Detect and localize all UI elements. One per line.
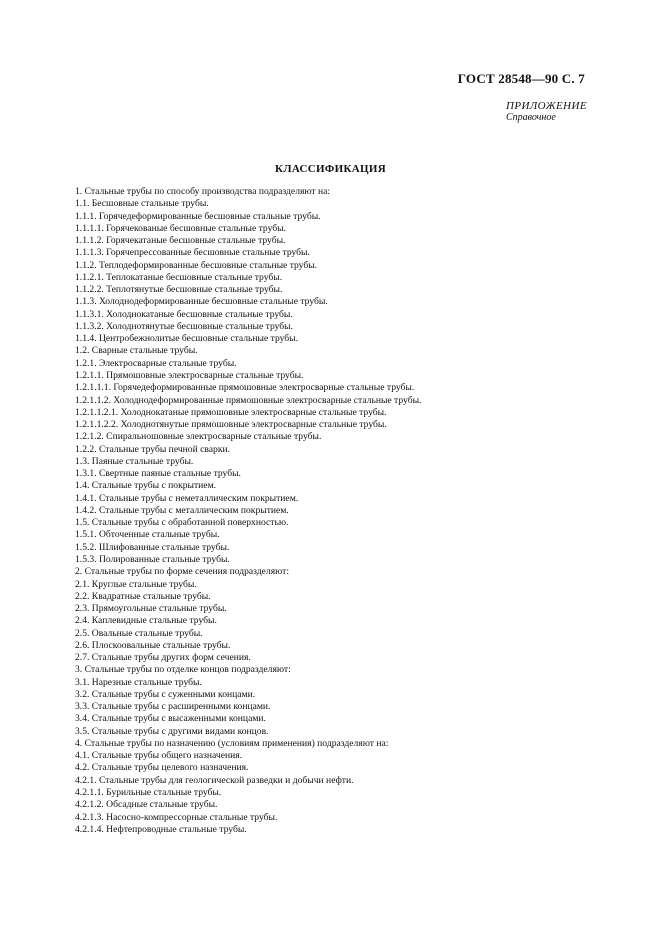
classification-item: 1.2.1.2. Спиральношовные электросварные стальные трубы. [75,431,322,443]
classification-item: 4. Стальные трубы по назначению (условиям применения) подразделяют на: [75,737,389,749]
classification-item: 1.5.1. Обточенные стальные трубы. [75,529,220,541]
classification-item: 2.5. Овальные стальные трубы. [75,627,203,639]
classification-item: 1.5.2. Шлифованные стальные трубы. [75,541,230,553]
classification-item: 2.6. Плоскоовальные стальные трубы. [75,639,231,651]
classification-item: 1.1.1.1. Горячекованые бесшовные стальные трубы. [75,222,286,234]
appendix-type: Справочное [506,112,556,123]
classification-item: 1.2.1.1.2. Холоднодеформированные прямошовные электросварные стальные трубы. [75,394,422,406]
classification-item: 2. Стальные трубы по форме сечения подразделяют: [75,566,290,578]
classification-list [75,186,595,836]
classification-item: 2.3. Прямоугольные стальные трубы. [75,603,227,615]
classification-item: 4.1. Стальные трубы общего назначения. [75,750,243,762]
classification-item: 2.1. Круглые стальные трубы. [75,578,197,590]
classification-item: 3. Стальные трубы по отделке концов подразделяют: [75,664,291,676]
classification-item: 3.5. Стальные трубы с другими видами концов. [75,725,269,737]
appendix-label [506,100,587,124]
classification-item: 3.4. Стальные трубы с высаженными концами. [75,713,266,725]
classification-item: 1.5.3. Полированные стальные трубы. [75,553,230,565]
classification-item: 1.2. Сварные стальные трубы. [75,345,198,357]
classification-item: 1. Стальные трубы по способу производства подразделяют на: [75,186,331,197]
classification-item: 2.7. Стальные трубы других форм сечения. [75,652,251,664]
classification-item: 3.3. Стальные трубы с расширенными концами. [75,701,271,713]
classification-item: 1.2.1.1. Прямошовные электросварные стальные трубы. [75,369,304,381]
classification-item: 1.1.3.2. Холоднотянутые бесшовные стальные трубы. [75,320,294,332]
classification-item: 4.2.1.4. Нефтепроводные стальные трубы. [75,823,247,835]
classification-item: 1.1.3. Холоднодеформированные бесшовные стальные трубы. [75,296,328,308]
classification-item: 4.2.1.3. Насосно-компрессорные стальные трубы. [75,811,278,823]
classification-item: 1.1. Бесшовные стальные трубы. [75,198,209,210]
classification-item: 1.1.2.1. Теплокатаные бесшовные стальные трубы. [75,271,283,283]
classification-item: 1.1.3.1. Холоднокатаные бесшовные стальные трубы. [75,308,293,320]
classification-item: 3.1. Нарезные стальные трубы. [75,676,202,688]
classification-item: 1.1.2. Теплодеформированные бесшовные стальные трубы. [75,259,318,271]
classification-item: 4.2. Стальные трубы целевого назначения. [75,762,249,774]
classification-item: 1.3.1. Свертные паяные стальные трубы. [75,468,241,480]
classification-item: 1.2.1.1.2.1. Холоднокатаные прямошовные электросварные стальные трубы. [75,406,387,418]
classification-item: 1.5. Стальные трубы с обработанной поверхностью. [75,517,289,529]
classification-item: 1.1.1.2. Горячекатаные бесшовные стальные трубы. [75,235,286,247]
classification-item: 1.1.1.3. Горячепрессованные бесшовные стальные трубы. [75,247,310,259]
document-reference: ГОСТ 28548—90 С. 7 [457,71,585,86]
classification-item: 3.2. Стальные трубы с суженными концами. [75,688,256,700]
classification-item: 1.2.1.1.1. Горячедеформированные прямошовные электросварные стальные трубы. [75,382,415,394]
classification-item: 1.1.1. Горячедеформированные бесшовные стальные трубы. [75,210,321,222]
classification-item: 1.1.4. Центробежнолитые бесшовные стальные трубы. [75,333,299,345]
classification-item: 2.4. Каплевидные стальные трубы. [75,615,217,627]
classification-item: 4.2.1. Стальные трубы для геологической разведки и добычи нефти. [75,774,354,786]
classification-item: 4.2.1.1. Бурильные стальные трубы. [75,787,222,799]
classification-item: 4.2.1.2. Обсадные стальные трубы. [75,799,218,811]
classification-item: 1.4. Стальные трубы с покрытием. [75,480,217,492]
classification-item: 1.4.2. Стальные трубы с металлическим покрытием. [75,504,289,516]
classification-item: 1.4.1. Стальные трубы с неметаллическим покрытием. [75,492,299,504]
classification-item: 1.2.2. Стальные трубы печной сварки. [75,443,231,455]
classification-item: 1.2.1. Электросварные стальные трубы. [75,357,237,369]
page-title: КЛАССИФИКАЦИЯ [275,163,386,175]
classification-item: 1.2.1.1.2.2. Холоднотянутые прямошовные электросварные стальные трубы. [75,419,387,431]
appendix-title: ПРИЛОЖЕНИЕ [506,100,587,112]
classification-item: 1.3. Паяные стальные трубы. [75,455,194,467]
classification-item: 1.1.2.2. Теплотянутые бесшовные стальные трубы. [75,284,283,296]
classification-item: 2.2. Квадратные стальные трубы. [75,590,211,602]
